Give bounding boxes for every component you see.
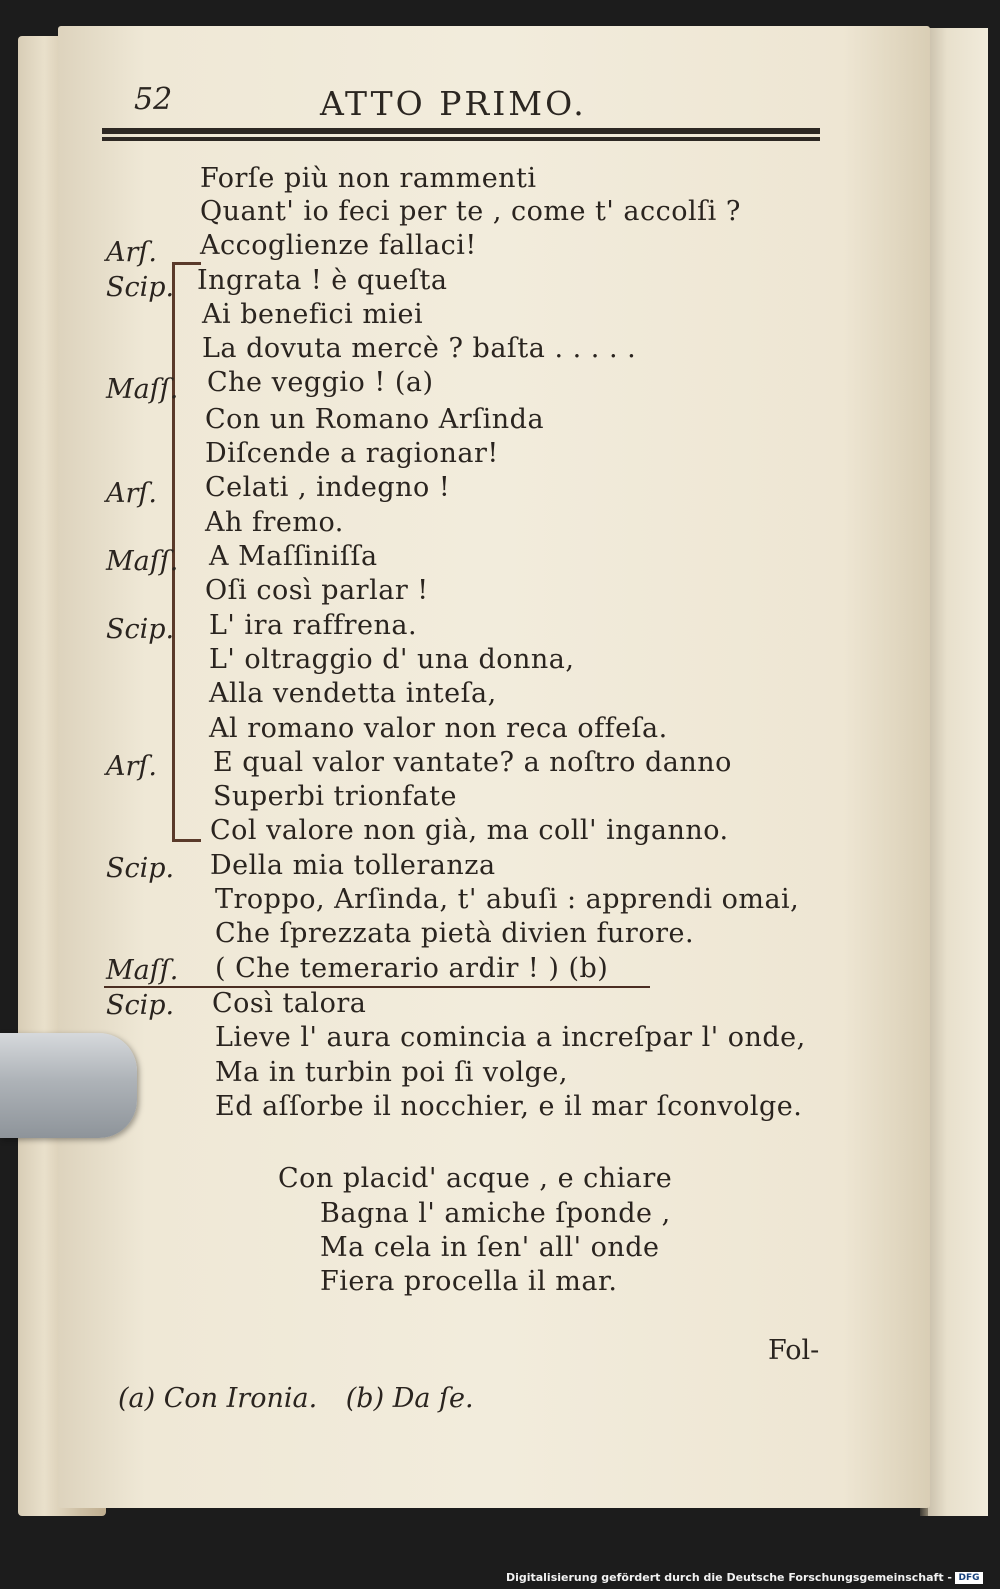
footnote-b: (b) Da ſe. <box>345 1383 474 1414</box>
aria-line: Con placid' acque , e chiare <box>278 1163 673 1194</box>
verse-line: ( Che temerario ardir ! ) (b) <box>215 953 609 984</box>
verse-line: Troppo, Arſinda, t' abuſi : apprendi omai, <box>215 884 800 915</box>
header-rule-thin <box>102 137 820 141</box>
speaker-label: Arſ. <box>106 751 157 782</box>
facing-page-edge <box>920 28 988 1516</box>
page-number: 52 <box>134 82 173 117</box>
aria-line: Ma cela in ſen' all' onde <box>320 1232 660 1263</box>
speaker-label: Maſſ. <box>106 955 179 986</box>
page-header <box>100 82 820 126</box>
speaker-label: Maſſ. <box>106 374 179 405</box>
aria-line: Bagna l' amiche ſponde , <box>320 1198 671 1229</box>
verse-line: Ed aſſorbe il nocchier, e il mar ſconvolge. <box>215 1091 803 1122</box>
verse-line: Celati , indegno ! <box>205 472 451 503</box>
verse-line: E qual valor vantate? a noſtro danno <box>213 747 732 778</box>
aria-line: Fiera procella il mar. <box>320 1266 618 1297</box>
handwritten-underline <box>104 986 650 988</box>
verse-line: Forſe più non rammenti <box>200 163 537 194</box>
verse-line: Accoglienze fallaci! <box>200 230 477 261</box>
verse-line: L' ira raffrena. <box>209 610 418 641</box>
speaker-label: Scip. <box>106 272 175 303</box>
speaker-label: Arſ. <box>106 237 157 268</box>
verse-line: Alla vendetta inteſa, <box>209 678 497 709</box>
verse-line: Ma in turbin poi ſi volge, <box>215 1057 568 1088</box>
verse-line: Della mia tolleranza <box>210 850 496 881</box>
footnotes <box>118 1383 494 1414</box>
verse-line: Che veggio ! (a) <box>207 367 434 398</box>
holding-clip <box>0 1033 137 1138</box>
verse-line: Che ſprezzata pietà divien furore. <box>215 918 695 949</box>
verse-line: Oſi così parlar ! <box>205 575 429 606</box>
digitization-credit: Digitalisierung gefördert durch die Deutsche Forschungsgemeinschaft - <box>505 1571 952 1584</box>
verse-line: Superbi trionfate <box>213 781 458 812</box>
verse-line: Al romano valor non reca offeſa. <box>209 713 668 744</box>
verse-line: Lieve l' aura comincia a increſpar l' onde, <box>215 1022 806 1053</box>
verse-line: La dovuta mercè ? baſta . . . . . <box>202 333 637 364</box>
verse-line: Quant' io feci per te , come t' accolſi ? <box>200 196 741 227</box>
speaker-label: Arſ. <box>106 478 157 509</box>
verse-line: Diſcende a ragionar! <box>205 438 499 469</box>
verse-line: Con un Romano Arſinda <box>205 404 545 435</box>
speaker-label: Maſſ. <box>106 546 179 577</box>
header-rule <box>102 128 820 134</box>
verse-line: Ai benefici miei <box>202 299 424 330</box>
verse-line: Così talora <box>212 988 367 1019</box>
verse-line: Col valore non già, ma coll' inganno. <box>210 815 729 846</box>
speaker-label: Scip. <box>106 853 175 884</box>
verse-line: Ah fremo. <box>205 507 344 538</box>
verse-line: L' oltraggio d' una donna, <box>209 644 575 675</box>
catchword: Fol- <box>768 1335 820 1366</box>
speaker-label: Scip. <box>106 614 175 645</box>
dfg-logo: DFG <box>955 1572 983 1584</box>
verse-line: Ingrata ! è queſta <box>197 265 448 296</box>
running-head: ATTO PRIMO. <box>320 84 587 123</box>
verse-line: A Maſſiniſſa <box>209 541 378 572</box>
speaker-label: Scip. <box>106 990 175 1021</box>
footnote-a: (a) Con Ironia. <box>118 1383 318 1414</box>
